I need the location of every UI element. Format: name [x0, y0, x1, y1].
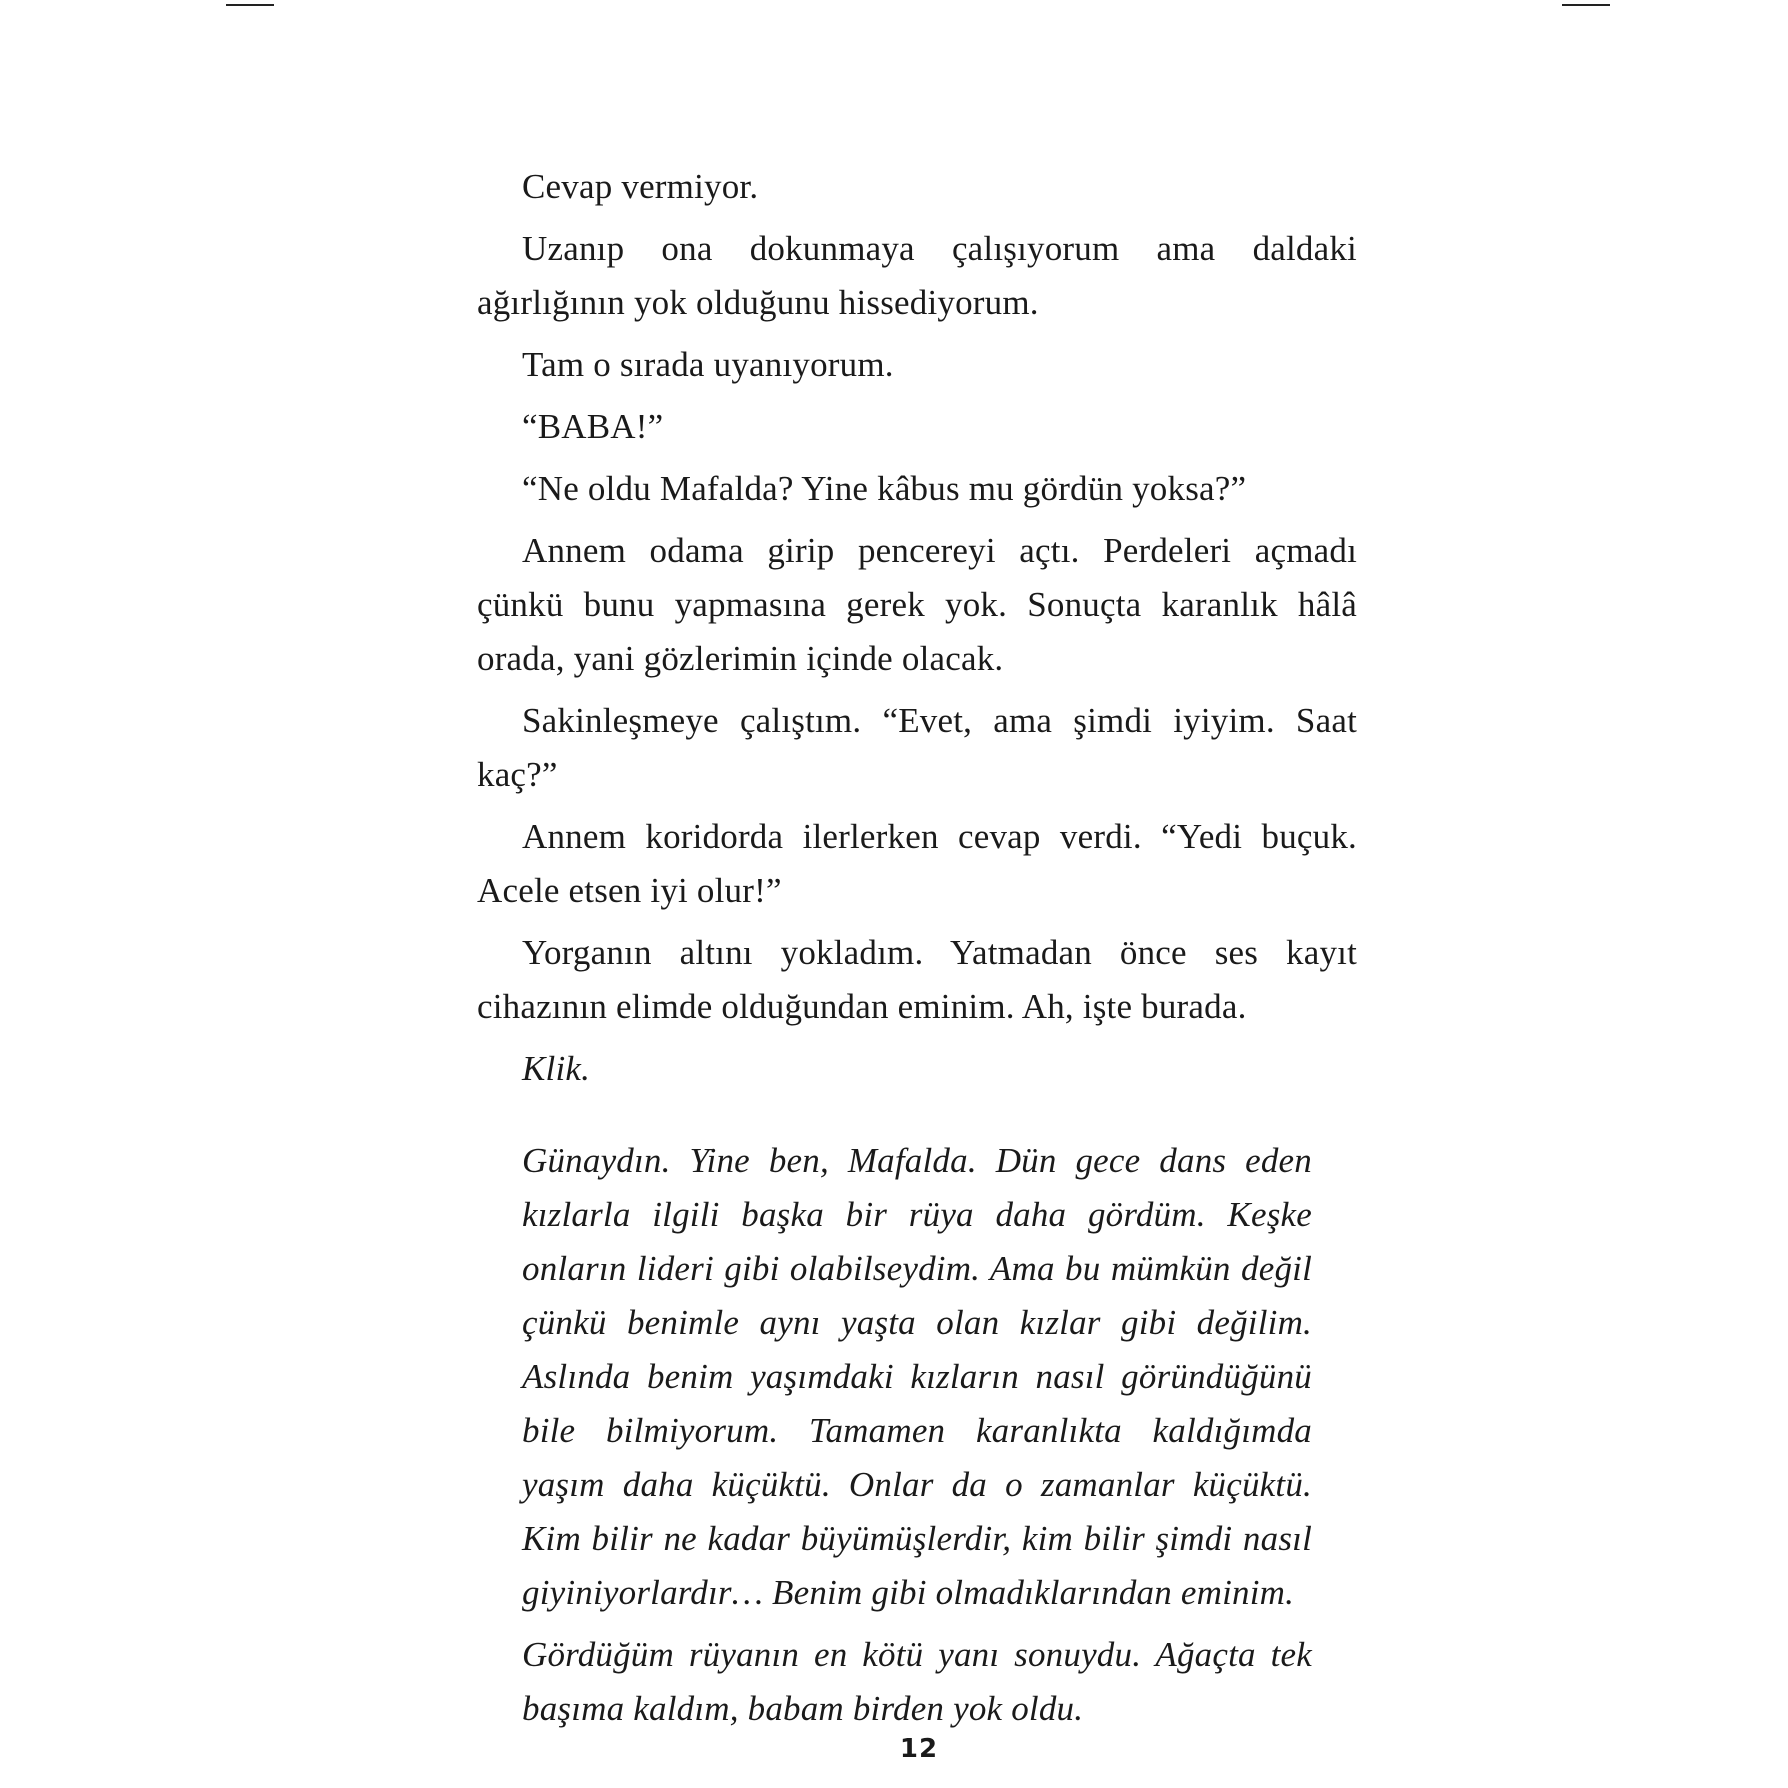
diary-paragraph: Günaydın. Yine ben, Mafalda. Dün gece dans eden kızlarla ilgili başka bir rüya daha gördüm. Keşke onların lideri gibi olabilseydim. Ama bu mümkün değil çünkü benimle aynı yaşta olan kızlar gibi değilim. Aslında benim yaşımdaki kızların nasıl göründüğünü bile bilmiyorum. Tamamen karanlıkta kaldığımda yaşım daha küçüktü. Onlar da o zamanlar küçüktü. Kim bilir ne kadar büyümüşlerdir, kim bilir şimdi nasıl giyiniyorlardır… Benim gibi olmadıklarından eminim. [522, 1141, 1312, 1612]
paragraph: Annem koridorda ilerlerken cevap verdi. “Yedi buçuk. Acele etsen iyi olur!” [477, 817, 1357, 910]
paragraph: Yorganın altını yokladım. Yatmadan önce ses kayıt cihazının elimde olduğundan eminim. Ah, işte burada. [477, 933, 1357, 1026]
page-number: 12 [899, 1734, 939, 1764]
paragraph: Annem odama girip pencereyi açtı. Perdeleri açmadı çünkü bunu yapmasına gerek yok. Sonuçta karanlık hâlâ orada, yani gözlerimin içinde olacak. [477, 531, 1357, 678]
diary-entry [477, 1134, 1357, 1736]
paragraph-klik: Klik. [522, 1049, 591, 1088]
crop-mark-right [1562, 4, 1610, 6]
paragraph: Cevap vermiyor. [522, 167, 759, 206]
diary-paragraph: Gördüğüm rüyanın en kötü yanı sonuydu. Ağaçta tek başıma kaldım, babam birden yok oldu. [522, 1635, 1312, 1728]
paragraph: Uzanıp ona dokunmaya çalışıyorum ama daldaki ağırlığının yok olduğunu hissediyorum. [477, 229, 1357, 322]
body-text [477, 160, 1357, 1744]
paragraph: “Ne oldu Mafalda? Yine kâbus mu gördün yoksa?” [522, 469, 1247, 508]
paragraph: “BABA!” [522, 407, 664, 446]
crop-mark-left [226, 4, 274, 6]
paragraph: Sakinleşmeye çalıştım. “Evet, ama şimdi iyiyim. Saat kaç?” [477, 701, 1357, 794]
paragraph: Tam o sırada uyanıyorum. [522, 345, 894, 384]
